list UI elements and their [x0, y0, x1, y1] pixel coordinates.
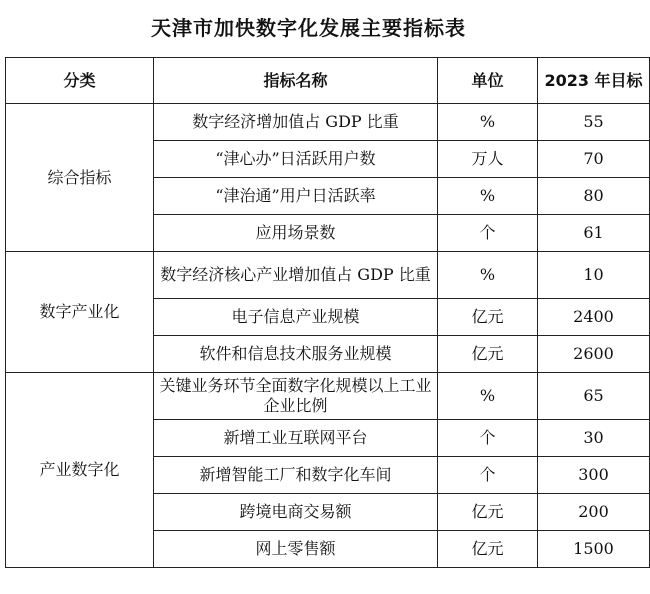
unit-cell: %	[438, 373, 538, 420]
unit-cell: 亿元	[438, 494, 538, 531]
unit-cell: 个	[438, 457, 538, 494]
target-cell: 65	[538, 373, 650, 420]
target-cell: 70	[538, 141, 650, 178]
target-cell: 10	[538, 252, 650, 299]
page-title: 天津市加快数字化发展主要指标表	[151, 16, 466, 40]
category-cell: 综合指标	[6, 104, 154, 252]
indicator-name: 电子信息产业规模	[154, 299, 438, 336]
target-cell: 61	[538, 215, 650, 252]
category-cell: 产业数字化	[6, 373, 154, 568]
unit-cell: 亿元	[438, 336, 538, 373]
target-cell: 1500	[538, 531, 650, 568]
header-indicator: 指标名称	[154, 58, 438, 104]
indicator-name: 软件和信息技术服务业规模	[154, 336, 438, 373]
header-target: 2023 年目标	[538, 58, 650, 104]
header-category: 分类	[6, 58, 154, 104]
unit-cell: %	[438, 178, 538, 215]
indicator-name: 应用场景数	[154, 215, 438, 252]
indicator-name: 数字经济增加值占 GDP 比重	[154, 104, 438, 141]
indicator-name: 新增智能工厂和数字化车间	[154, 457, 438, 494]
indicator-name: 关键业务环节全面数字化规模以上工业企业比例	[154, 373, 438, 420]
indicator-name: 数字经济核心产业增加值占 GDP 比重	[154, 252, 438, 299]
unit-cell: %	[438, 252, 538, 299]
unit-cell: 个	[438, 420, 538, 457]
indicator-name: 网上零售额	[154, 531, 438, 568]
unit-cell: 个	[438, 215, 538, 252]
indicator-table	[5, 57, 650, 568]
target-cell: 80	[538, 178, 650, 215]
target-cell: 2400	[538, 299, 650, 336]
target-cell: 300	[538, 457, 650, 494]
table-row	[6, 373, 650, 420]
unit-cell: 万人	[438, 141, 538, 178]
category-cell: 数字产业化	[6, 252, 154, 373]
unit-cell: 亿元	[438, 531, 538, 568]
indicator-name: 跨境电商交易额	[154, 494, 438, 531]
target-cell: 200	[538, 494, 650, 531]
target-cell: 30	[538, 420, 650, 457]
unit-cell: 亿元	[438, 299, 538, 336]
target-cell: 55	[538, 104, 650, 141]
header-unit: 单位	[438, 58, 538, 104]
indicator-name: 新增工业互联网平台	[154, 420, 438, 457]
unit-cell: %	[438, 104, 538, 141]
target-cell: 2600	[538, 336, 650, 373]
table-row	[6, 252, 650, 299]
table-header-row	[6, 58, 650, 104]
indicator-name: “津心办”日活跃用户数	[154, 141, 438, 178]
table-row	[6, 104, 650, 141]
indicator-name: “津治通”用户日活跃率	[154, 178, 438, 215]
